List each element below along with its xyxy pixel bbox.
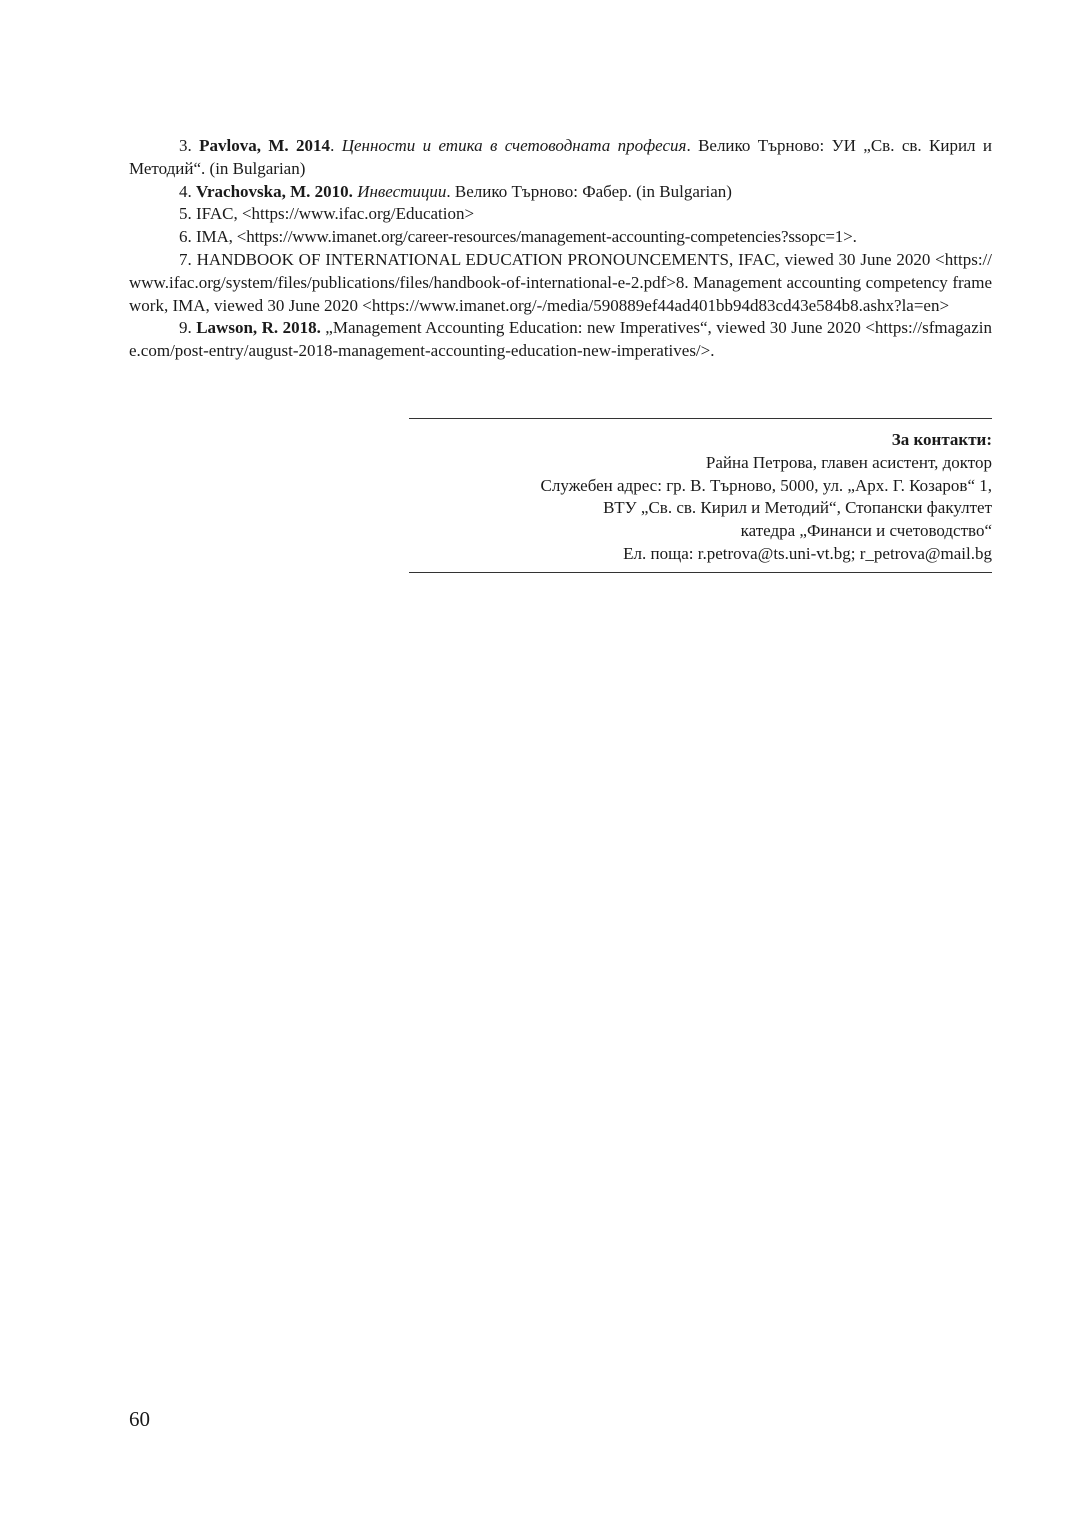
contact-line: Райна Петрова, главен асистент, доктор bbox=[705, 452, 992, 472]
reference-item bbox=[129, 249, 992, 317]
reference-item bbox=[129, 203, 992, 226]
reference-text: IFAC, <https://www.ifac.org/Education> bbox=[196, 204, 475, 224]
contact-email: Ел. поща: r.petrova@ts.uni-vt.bg; r_petrova@mail.bg bbox=[623, 543, 992, 563]
reference-author: Pavlova, M. 2014 bbox=[199, 136, 331, 155]
reference-number: 6. bbox=[179, 227, 192, 247]
page-number: 60 bbox=[129, 1407, 150, 1431]
reference-details: . Велико Търново: УИ „Св. св. Кирил и Методий“. (in Bulgarian) bbox=[129, 136, 993, 178]
reference-details: . Велико Търново: Фабер. (in Bulgarian) bbox=[446, 181, 732, 201]
reference-number: 7. bbox=[179, 249, 192, 269]
reference-item: 3. Pavlova, M. 2014. Ценности и етика в счетоводната професия. Велико Търново: УИ „Св. св. Кирил и Методий“. (in Bulgarian) bbox=[129, 136, 993, 178]
reference-text: HANDBOOK OF INTERNATIONAL EDUCATION PRONOUNCEMENTS, IFAC, viewed 30 June 2020 <https://www.ifac.org/system/files/publications/files/handbook-of-international-e-2.pdf>8. Management accounting competency framework, IMA, viewed 30 June 2020 <https://www.imanet.org/-/media/590889ef44ad401bb94d83cd43e584b8.ashx?la=en> bbox=[129, 249, 992, 315]
reference-number: 4. bbox=[179, 181, 192, 201]
reference-item bbox=[129, 317, 992, 363]
contact-line: катедра „Финанси и счетоводство“ bbox=[740, 521, 992, 541]
reference-author: Vrachovska, M. 2010. bbox=[196, 181, 353, 201]
reference-item bbox=[129, 181, 992, 204]
contact-block bbox=[409, 418, 992, 573]
reference-title: Ценности и етика в счетоводната професия bbox=[341, 136, 687, 155]
contact-line: Служебен адрес: гр. В. Търново, 5000, ул. „Арх. Г. Козаров“ 1, bbox=[540, 475, 992, 495]
reference-list bbox=[129, 135, 992, 363]
contact-heading: За контакти: bbox=[891, 430, 992, 449]
reference-details: „Management Accounting Education: new Imperatives“, viewed 30 June 2020 <https://sfmagazine.com/post-entry/august-2018-management-accounting-education-new-imperatives/>. bbox=[129, 318, 993, 361]
reference-text: IMA, <https://www.imanet.org/career-resources/management-accounting-competencies?ssopc=1>. bbox=[196, 227, 857, 247]
reference-number: 3. bbox=[179, 136, 192, 155]
reference-item bbox=[129, 226, 992, 249]
reference-number: 9. bbox=[179, 318, 192, 338]
reference-author: Lawson, R. 2018. bbox=[196, 318, 321, 338]
reference-title: Инвестиции bbox=[357, 181, 447, 201]
contact-details bbox=[409, 419, 992, 572]
contact-bottom-divider bbox=[409, 572, 992, 573]
reference-number: 5. bbox=[179, 204, 192, 224]
contact-line: ВТУ „Св. св. Кирил и Методий“, Стопански факултет bbox=[603, 498, 992, 518]
